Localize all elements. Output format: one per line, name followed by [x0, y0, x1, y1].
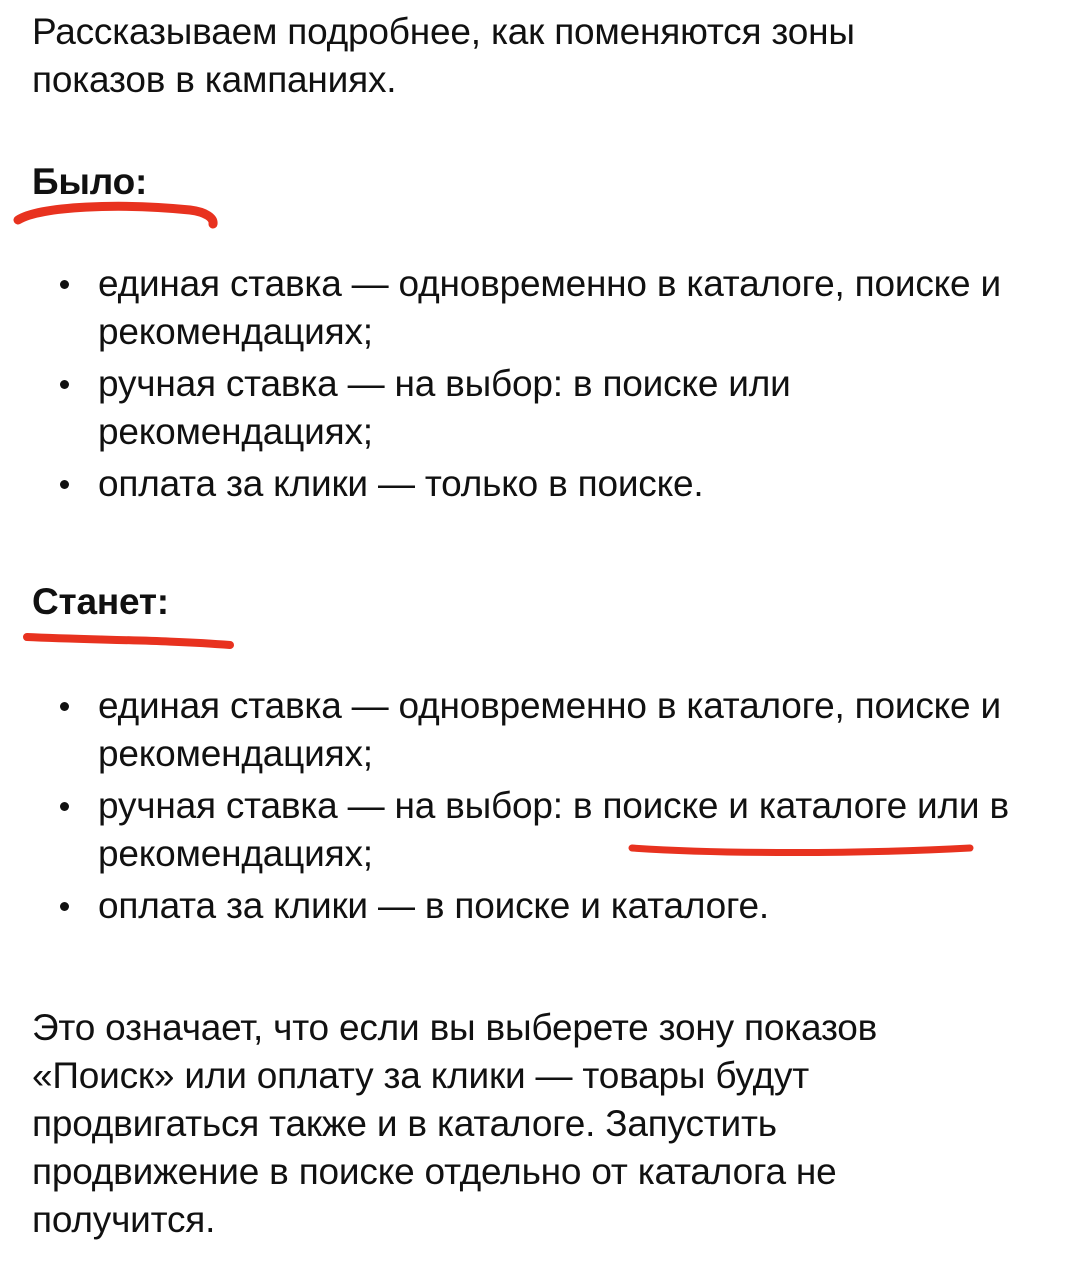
list-item — [60, 360, 1040, 456]
bullet-icon — [60, 802, 69, 811]
after-heading-underline — [27, 637, 230, 645]
list-item — [60, 782, 1040, 878]
list-item-text: ручная ставка — на выбор: в поиске или рекомендациях; — [98, 363, 791, 452]
list-item-text: оплата за клики — только в поиске. — [98, 463, 704, 504]
list-item — [60, 882, 1040, 930]
before-heading: Было: — [32, 161, 148, 202]
highlighted-phrase: в поиске и каталоге — [572, 785, 907, 826]
list-item — [60, 682, 1040, 778]
list-item-text: единая ставка — одновременно в каталоге, поиске и рекомендациях; — [98, 263, 1001, 352]
after-list — [60, 682, 1040, 934]
bullet-icon — [60, 702, 69, 711]
list-item-text: единая ставка — одновременно в каталоге, поиске и рекомендациях; — [98, 685, 1001, 774]
bullet-icon — [60, 480, 69, 489]
bullet-icon — [60, 280, 69, 289]
list-item — [60, 460, 1040, 508]
list-item-text — [98, 785, 1009, 874]
list-item-text-suffix: или в рекомендациях; — [98, 785, 1009, 874]
conclusion-paragraph: Это означает, что если вы выберете зону показов «Поиск» или оплату за клики — товары будут продвигаться также и в каталоге. Запустить продвижение в поиске отдельно от каталога не получится. — [32, 1007, 878, 1240]
before-list — [60, 260, 1040, 512]
list-item-text: оплата за клики — в поиске и каталоге. — [98, 885, 769, 926]
bullet-icon — [60, 902, 69, 911]
list-item — [60, 260, 1040, 356]
after-heading: Станет: — [32, 581, 169, 622]
intro-paragraph: Рассказываем подробнее, как поменяются зоны показов в кампаниях. — [32, 11, 855, 100]
bullet-icon — [60, 380, 69, 389]
list-item-text-prefix: ручная ставка — на выбор: — [98, 785, 573, 826]
before-heading-underline — [18, 206, 213, 224]
